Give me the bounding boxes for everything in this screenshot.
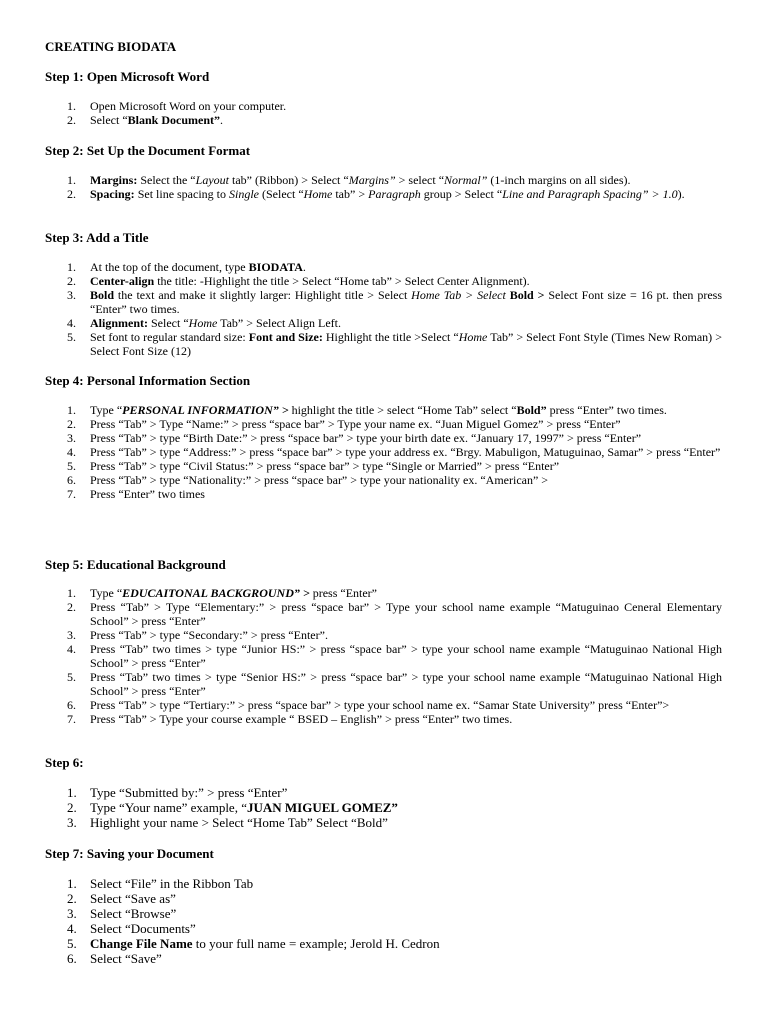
list-item (45, 288, 722, 316)
list-number: 7. (67, 487, 76, 501)
list-item (45, 431, 722, 445)
list-item-text: Open Microsoft Word on your computer. (90, 99, 287, 113)
list-number: 2. (67, 600, 76, 614)
list-item (45, 698, 722, 712)
step-4-list (45, 403, 722, 501)
list-item-text: Type “PERSONAL INFORMATION” > highlight the title > select “Home Tab” select “Bold” press “Enter” two times. (90, 403, 667, 417)
list-item-text: Spacing: Set line spacing to Single (Select “Home tab” > Paragraph group > Select “Line and Paragraph Spacing” > 1.0). (90, 187, 685, 201)
list-item (45, 891, 722, 906)
list-item-text: Bold the text and make it slightly larger: Highlight title > Select Home Tab > Select Bold > Select Font size = 16 pt. then press “Enter” two times. (90, 288, 722, 316)
list-item-text: Press “Tab” > type “Secondary:” > press “Enter”. (90, 628, 328, 642)
list-item (45, 921, 722, 936)
list-item (45, 876, 722, 891)
list-item (45, 906, 722, 921)
list-number: 5. (67, 936, 77, 951)
list-item (45, 274, 722, 288)
list-item (45, 670, 722, 698)
list-item (45, 459, 722, 473)
step-7-list (45, 876, 722, 966)
step-2-heading: Step 2: Set Up the Document Format (45, 143, 251, 158)
list-item-text: Press “Tab” two times > type “Senior HS:” > press “space bar” > type your school name example “Matuguinao National High School” > press “Enter” (90, 670, 722, 698)
list-number: 2. (67, 800, 77, 815)
list-item-text: Press “Enter” two times (90, 487, 205, 501)
list-item (45, 113, 722, 127)
list-item (45, 260, 722, 274)
list-item (45, 417, 722, 431)
list-number: 4. (67, 921, 77, 936)
list-item (45, 473, 722, 487)
list-item-text: Press “Tab” > type “Tertiary:” > press “space bar” > type your school name ex. “Samar State University” press “Enter”> (90, 698, 670, 712)
list-number: 3. (67, 815, 77, 830)
list-item (45, 487, 722, 501)
list-number: 6. (67, 473, 76, 487)
list-item-text: Set font to regular standard size: Font and Size: Highlight the title >Select “Home Tab” > Select Font Style (Times New Roman) > Select Font Size (12) (90, 330, 722, 358)
list-item (45, 642, 722, 670)
list-item (45, 187, 722, 201)
list-number: 2. (67, 417, 76, 431)
list-number: 7. (67, 712, 76, 726)
step-7-heading: Step 7: Saving your Document (45, 846, 214, 861)
list-number: 2. (67, 187, 76, 201)
step-1-list (45, 99, 722, 127)
list-item (45, 600, 722, 628)
list-item-text: Press “Tab” > Type “Name:” > press “space bar” > Type your name ex. “Juan Miguel Gomez” > press “Enter” (90, 417, 621, 431)
list-number: 5. (67, 459, 76, 473)
list-item (45, 936, 722, 951)
list-item-text: Select “Save” (90, 951, 162, 966)
list-item-text: At the top of the document, type BIODATA. (90, 260, 306, 274)
list-item-text: Press “Tab” > Type your course example “ BSED – English” > press “Enter” two times. (90, 712, 513, 726)
list-number: 1. (67, 586, 76, 600)
list-item (45, 99, 722, 113)
list-item (45, 628, 722, 642)
list-item (45, 445, 722, 459)
step-2-list (45, 173, 722, 201)
list-number: 4. (67, 642, 76, 656)
list-item-text: Change File Name to your full name = example; Jerold H. Cedron (90, 936, 440, 951)
list-item (45, 586, 722, 600)
step-3-list (45, 260, 722, 358)
list-number: 3. (67, 431, 76, 445)
list-number: 2. (67, 113, 76, 127)
list-item-text: Alignment: Select “Home Tab” > Select Align Left. (90, 316, 342, 330)
list-item (45, 785, 722, 800)
list-item-text: Press “Tab” > type “Civil Status:” > press “space bar” > type “Single or Married” > press “Enter” (90, 459, 560, 473)
list-item (45, 330, 722, 358)
list-item (45, 403, 722, 417)
list-number: 6. (67, 951, 77, 966)
list-number: 2. (67, 891, 77, 906)
list-item (45, 951, 722, 966)
list-item (45, 800, 722, 815)
list-number: 2. (67, 274, 76, 288)
step-6-list (45, 785, 722, 830)
list-item (45, 316, 722, 330)
list-item-text: Select “File” in the Ribbon Tab (90, 876, 254, 891)
list-item-text: Press “Tab” > type “Nationality:” > press “space bar” > type your nationality ex. “American” > (90, 473, 549, 487)
list-number: 4. (67, 445, 76, 459)
list-item (45, 712, 722, 726)
list-number: 5. (67, 670, 76, 684)
list-number: 5. (67, 330, 76, 344)
list-item-text: Press “Tab” > type “Birth Date:” > press “space bar” > type your birth date ex. “January 17, 1997” > press “Enter” (90, 431, 642, 445)
list-number: 3. (67, 628, 76, 642)
list-item-text: Margins: Select the “Layout tab” (Ribbon) > Select “Margins” > select “Normal” (1-inch margins on all sides). (90, 173, 631, 187)
list-item-text: Select “Browse” (90, 906, 177, 921)
list-item-text: Select “Blank Document”. (90, 113, 223, 127)
list-number: 1. (67, 99, 76, 113)
step-3-heading: Step 3: Add a Title (45, 230, 149, 245)
step-6-heading: Step 6: (45, 755, 84, 770)
step-5-heading: Step 5: Educational Background (45, 557, 226, 572)
list-item-text: Type “EDUCAITONAL BACKGROUND” > press “Enter” (90, 586, 378, 600)
list-number: 3. (67, 906, 77, 921)
list-number: 1. (67, 876, 77, 891)
list-item (45, 815, 722, 830)
list-number: 1. (67, 173, 76, 187)
step-5-list (45, 586, 722, 726)
list-item (45, 173, 722, 187)
list-item-text: Select “Documents” (90, 921, 196, 936)
step-4-heading: Step 4: Personal Information Section (45, 373, 251, 388)
list-item-text: Type “Submitted by:” > press “Enter” (90, 785, 288, 800)
step-1-heading: Step 1: Open Microsoft Word (45, 69, 210, 84)
list-number: 6. (67, 698, 76, 712)
document-title: CREATING BIODATA (45, 39, 177, 54)
list-number: 1. (67, 260, 76, 274)
list-item-text: Press “Tab” two times > type “Junior HS:” > press “space bar” > type your school name example “Matuguinao National High School” > press “Enter” (90, 642, 722, 670)
list-number: 1. (67, 403, 76, 417)
list-item-text: Highlight your name > Select “Home Tab” Select “Bold” (90, 815, 388, 830)
list-item-text: Press “Tab” > Type “Elementary:” > press “space bar” > Type your school name example “Matuguinao Ceneral Elementary School” > press “Enter” (90, 600, 722, 628)
list-item-text: Select “Save as” (90, 891, 176, 906)
list-item-text: Center-align the title: -Highlight the title > Select “Home tab” > Select Center Alignment). (90, 274, 530, 288)
list-number: 1. (67, 785, 77, 800)
list-number: 4. (67, 316, 76, 330)
list-item-text: Press “Tab” > type “Address:” > press “space bar” > type your address ex. “Brgy. Mabuligon, Matuguinao, Samar” > press “Enter” (90, 445, 721, 459)
list-number: 3. (67, 288, 76, 302)
list-item-text: Type “Your name” example, “JUAN MIGUEL GOMEZ” (90, 800, 398, 815)
